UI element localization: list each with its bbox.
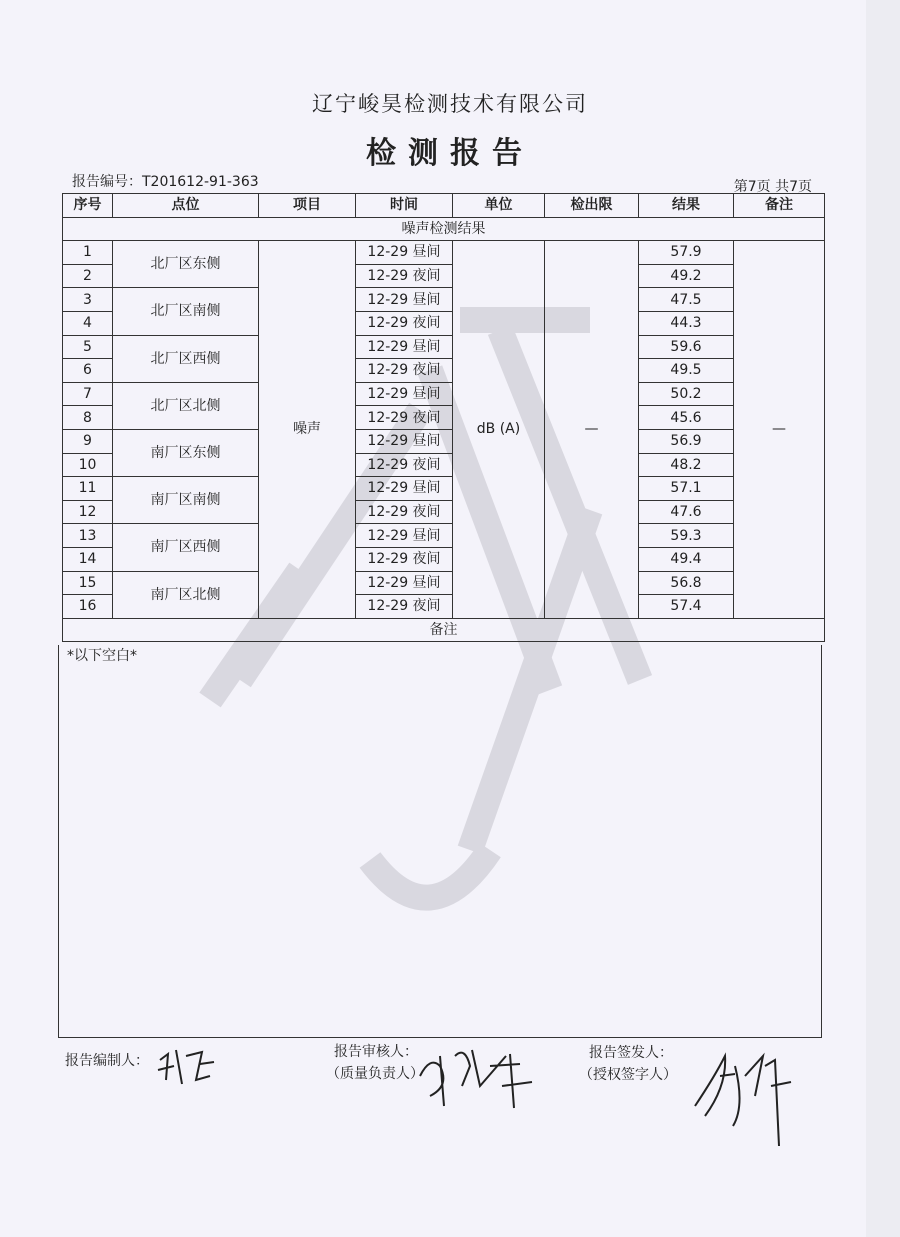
remark-cell: — (734, 241, 825, 619)
row-number: 1 (63, 241, 113, 265)
location-cell: 北厂区北侧 (113, 382, 259, 429)
location-cell: 南厂区东侧 (113, 429, 259, 476)
time-cell: 12-29 昼间 (356, 571, 453, 595)
time-cell: 12-29 夜间 (356, 453, 453, 477)
result-cell: 44.3 (639, 311, 734, 335)
time-cell: 12-29 昼间 (356, 477, 453, 501)
issuer-label: 报告签发人： (589, 1045, 673, 1061)
location-cell: 北厂区南侧 (113, 288, 259, 335)
issuer-signature (675, 1036, 800, 1156)
row-number: 4 (63, 311, 113, 335)
row-number: 3 (63, 288, 113, 312)
blank-below-note: *以下空白* (67, 648, 137, 664)
time-cell: 12-29 夜间 (356, 500, 453, 524)
col-header-result: 结果 (639, 194, 734, 218)
time-cell: 12-29 昼间 (356, 524, 453, 548)
time-cell: 12-29 昼间 (356, 335, 453, 359)
row-number: 5 (63, 335, 113, 359)
location-cell: 北厂区东侧 (113, 241, 259, 288)
result-cell: 47.6 (639, 500, 734, 524)
table-row (63, 288, 825, 312)
table-row (63, 382, 825, 406)
row-number: 16 (63, 595, 113, 619)
result-cell: 48.2 (639, 453, 734, 477)
remarks-title: 备注 (63, 618, 825, 642)
result-cell: 49.4 (639, 547, 734, 571)
time-cell: 12-29 夜间 (356, 406, 453, 430)
noise-results-table (62, 193, 825, 642)
col-header-location: 点位 (113, 194, 259, 218)
time-cell: 12-29 夜间 (356, 359, 453, 383)
scan-edge (866, 0, 900, 1237)
table-row (63, 571, 825, 595)
location-cell: 北厂区西侧 (113, 335, 259, 382)
compiler-signature (152, 1040, 222, 1090)
time-cell: 12-29 夜间 (356, 595, 453, 619)
col-header-item: 项目 (259, 194, 356, 218)
company-name: 辽宁峻昊检测技术有限公司 (312, 92, 588, 116)
reviewer-sub-label: （质量负责人） (326, 1066, 424, 1082)
row-number: 8 (63, 406, 113, 430)
result-cell: 59.6 (639, 335, 734, 359)
table-row (63, 477, 825, 501)
col-header-no: 序号 (63, 194, 113, 218)
result-cell: 49.2 (639, 264, 734, 288)
section-title: 噪声检测结果 (63, 217, 825, 241)
result-cell: 49.5 (639, 359, 734, 383)
col-header-unit: 单位 (453, 194, 545, 218)
page-indicator: 第7页 共7页 (733, 179, 812, 195)
result-cell: 50.2 (639, 382, 734, 406)
remarks-area (58, 645, 822, 1038)
row-number: 10 (63, 453, 113, 477)
location-cell: 南厂区西侧 (113, 524, 259, 571)
result-cell: 56.9 (639, 429, 734, 453)
time-cell: 12-29 夜间 (356, 311, 453, 335)
result-cell: 57.1 (639, 477, 734, 501)
item-cell: 噪声 (259, 241, 356, 619)
compiler-label: 报告编制人： (65, 1053, 149, 1069)
row-number: 13 (63, 524, 113, 548)
time-cell: 12-29 夜间 (356, 264, 453, 288)
row-number: 14 (63, 547, 113, 571)
reviewer-label: 报告审核人： (334, 1044, 418, 1060)
row-number: 2 (63, 264, 113, 288)
report-title: 检测报告 (366, 136, 534, 171)
time-cell: 12-29 昼间 (356, 241, 453, 265)
table-row (63, 429, 825, 453)
result-cell: 57.9 (639, 241, 734, 265)
row-number: 11 (63, 477, 113, 501)
col-header-time: 时间 (356, 194, 453, 218)
time-cell: 12-29 夜间 (356, 547, 453, 571)
time-cell: 12-29 昼间 (356, 382, 453, 406)
result-cell: 47.5 (639, 288, 734, 312)
location-cell: 南厂区南侧 (113, 477, 259, 524)
row-number: 15 (63, 571, 113, 595)
header-row (63, 194, 825, 218)
table-row (63, 335, 825, 359)
report-number: 报告编号：T201612-91-363 (72, 174, 259, 190)
reviewer-signature (410, 1036, 545, 1116)
row-number: 6 (63, 359, 113, 383)
location-cell: 南厂区北侧 (113, 571, 259, 618)
unit-cell: dB (A) (453, 241, 545, 619)
time-cell: 12-29 昼间 (356, 288, 453, 312)
table-row (63, 241, 825, 265)
row-number: 12 (63, 500, 113, 524)
result-cell: 59.3 (639, 524, 734, 548)
col-header-limit: 检出限 (545, 194, 639, 218)
result-cell: 45.6 (639, 406, 734, 430)
row-number: 9 (63, 429, 113, 453)
limit-cell: — (545, 241, 639, 619)
result-cell: 57.4 (639, 595, 734, 619)
result-cell: 56.8 (639, 571, 734, 595)
issuer-sub-label: （授权签字人） (579, 1067, 677, 1083)
row-number: 7 (63, 382, 113, 406)
table-row (63, 524, 825, 548)
col-header-remark: 备注 (734, 194, 825, 218)
time-cell: 12-29 昼间 (356, 429, 453, 453)
